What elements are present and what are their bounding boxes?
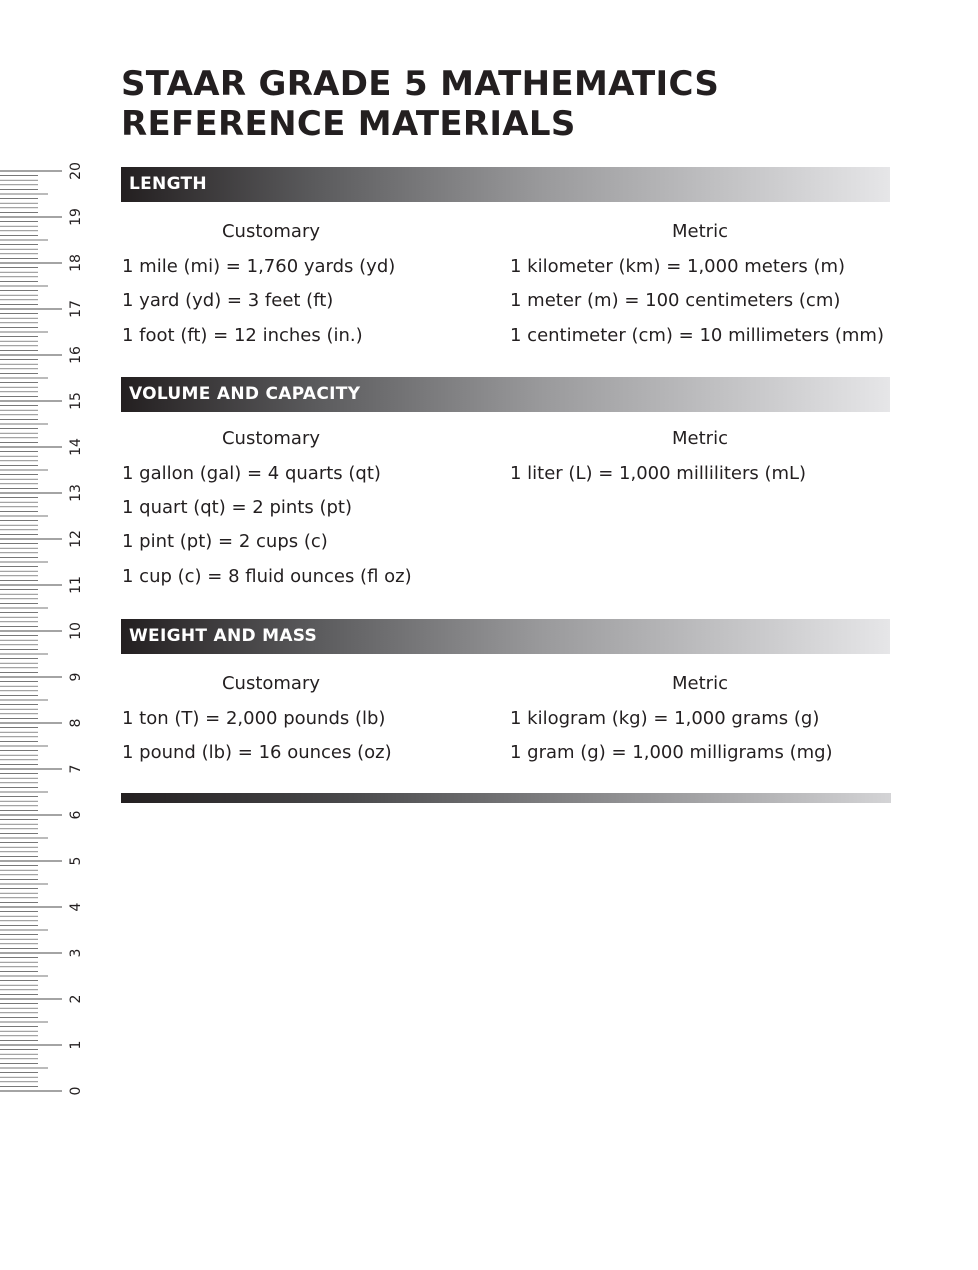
length-metric-label: Metric <box>672 221 728 242</box>
weight-customary-row: 1 ton (T) = 2,000 pounds (lb) <box>122 708 386 729</box>
ruler-number: 9 <box>68 672 84 682</box>
ruler-number: 11 <box>68 576 84 594</box>
ruler-numbers <box>68 162 84 1095</box>
ruler-number: 5 <box>68 856 84 866</box>
ruler-number: 3 <box>68 948 84 958</box>
length-metric-row: 1 meter (m) = 100 centimeters (cm) <box>510 290 841 311</box>
weight-section-header <box>121 619 890 654</box>
weight-metric-row: 1 kilogram (kg) = 1,000 grams (g) <box>510 708 820 729</box>
volume-customary-row: 1 cup (c) = 8 fluid ounces (fl oz) <box>122 566 412 587</box>
length-customary-label: Customary <box>221 221 321 242</box>
page-title <box>121 64 941 144</box>
ruler-number: 13 <box>68 484 84 502</box>
ruler-number: 12 <box>68 530 84 548</box>
ruler-number: 18 <box>68 254 84 272</box>
ruler-number: 15 <box>68 392 84 410</box>
ruler-number: 8 <box>68 718 84 728</box>
volume-section-header <box>121 377 890 412</box>
length-customary-row: 1 foot (ft) = 12 inches (in.) <box>122 325 363 346</box>
volume-customary-row: 1 quart (qt) = 2 pints (pt) <box>122 497 352 518</box>
volume-metric-row: 1 liter (L) = 1,000 milliliters (mL) <box>510 463 807 484</box>
length-metric-row: 1 centimeter (cm) = 10 millimeters (mm) <box>510 325 884 346</box>
ruler-number: 20 <box>68 162 84 180</box>
title-line-1: STAAR GRADE 5 MATHEMATICS <box>121 64 720 104</box>
ruler-number: 10 <box>68 622 84 640</box>
weight-customary-label: Customary <box>221 673 321 694</box>
ruler-number: 6 <box>68 810 84 820</box>
ruler-number: 14 <box>68 438 84 456</box>
ruler-number: 0 <box>68 1086 84 1096</box>
length-customary-row: 1 yard (yd) = 3 feet (ft) <box>122 290 334 311</box>
length-customary-row: 1 mile (mi) = 1,760 yards (yd) <box>122 256 396 277</box>
volume-heading: VOLUME AND CAPACITY <box>129 384 361 404</box>
length-metric-row: 1 kilometer (km) = 1,000 meters (m) <box>510 256 846 277</box>
weight-heading: WEIGHT AND MASS <box>129 626 318 646</box>
centimeter-ruler <box>0 150 112 1110</box>
length-section-header <box>121 167 890 202</box>
ruler-number: 16 <box>68 346 84 364</box>
volume-customary-label: Customary <box>221 428 321 449</box>
ruler-ticks <box>0 171 62 1091</box>
ruler-number: 4 <box>68 902 84 912</box>
weight-customary-row: 1 pound (lb) = 16 ounces (oz) <box>122 742 392 763</box>
length-heading: LENGTH <box>129 174 207 194</box>
volume-metric-label: Metric <box>672 428 728 449</box>
ruler-number: 1 <box>68 1040 84 1050</box>
weight-metric-row: 1 gram (g) = 1,000 milligrams (mg) <box>510 742 833 763</box>
weight-metric-label: Metric <box>672 673 728 694</box>
ruler-number: 2 <box>68 994 84 1004</box>
ruler-number: 7 <box>68 764 84 774</box>
ruler-number: 19 <box>68 208 84 226</box>
volume-customary-row: 1 gallon (gal) = 4 quarts (qt) <box>122 463 381 484</box>
section-end-bar <box>121 793 891 803</box>
ruler-number: 17 <box>68 300 84 318</box>
volume-customary-row: 1 pint (pt) = 2 cups (c) <box>122 531 328 552</box>
title-line-2: REFERENCE MATERIALS <box>121 104 576 144</box>
